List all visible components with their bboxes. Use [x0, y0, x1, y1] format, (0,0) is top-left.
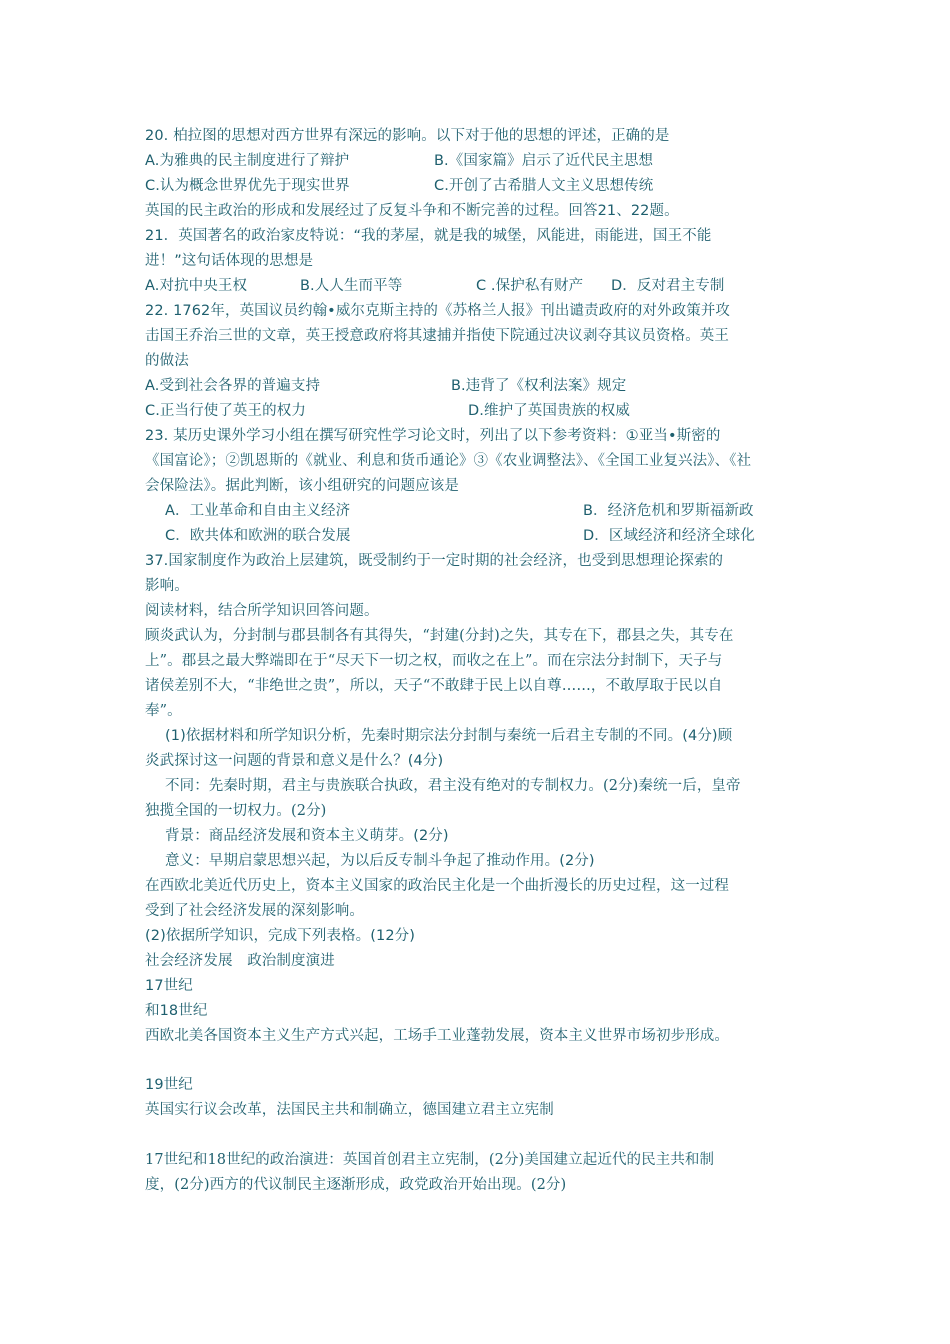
q37-table-row1-period-line-1: 17世纪 — [145, 978, 193, 994]
q22-stem-line-1: 22. 1762年，英国议员约翰•威尔克斯主持的《苏格兰人报》刊出谴责政府的对外政策并攻 — [145, 303, 731, 319]
q37-part1-answer-line-1: 不同：先秦时期，君主与贵族联合执政，君主没有绝对的专制权力。(2分)秦统一后，皇帝 — [165, 778, 741, 794]
q37-table-row1-economy: 西欧北美各国资本主义生产方式兴起，工场手工业蓬勃发展，资本主义世界市场初步形成。 — [145, 1028, 729, 1044]
q23-option-a: A．工业革命和自由主义经济 — [165, 503, 351, 519]
q23-option-c: C．欧共体和欧洲的联合发展 — [165, 528, 351, 544]
q21-option-d: D．反对君主专制 — [611, 278, 725, 294]
q20-option-b: B.《国家篇》启示了近代民主思想 — [434, 153, 654, 169]
q37-table-row2-period: 19世纪 — [145, 1077, 193, 1093]
q37-part1-question-line-2: 炎武探讨这一问题的背景和意义是什么？(4分) — [145, 753, 444, 769]
q20-option-c: C.认为概念世界优先于现实世界 — [145, 178, 350, 194]
q22-stem-line-3: 的做法 — [145, 353, 189, 369]
q22-option-d: D.维护了英国贵族的权威 — [468, 403, 630, 419]
q21-stem-line-1: 21．英国著名的政治家皮特说：“我的茅屋，就是我的城堡，风能进，雨能进，国王不能 — [145, 228, 712, 244]
q37-table-row1-period-line-2: 和18世纪 — [145, 1003, 208, 1019]
q37-part2-answer-line-1: 17世纪和18世纪的政治演进：英国首创君主立宪制，(2分)美国建立起近代的民主共和制 — [145, 1152, 715, 1168]
q37-part2-answer-line-2: 度，(2分)西方的代议制民主逐渐形成，政党政治开始出现。(2分) — [145, 1177, 567, 1193]
q23-option-d: D．区域经济和经济全球化 — [583, 528, 755, 544]
q37-part1-answer-line-2: 独揽全国的一切权力。(2分) — [145, 803, 327, 819]
q22-option-b: B.违背了《权利法案》规定 — [451, 378, 627, 394]
q20-option-a: A.为雅典的民主制度进行了辩护 — [145, 153, 350, 169]
q21-option-a: A.对抗中央王权 — [145, 278, 248, 294]
q22-stem-line-2: 击国王乔治三世的文章，英王授意政府将其逮捕并指使下院通过决议剥夺其议员资格。英王 — [145, 328, 729, 344]
q37-material-line-3: 诸侯差别不大，“非绝世之贵”，所以，天子“不敢肆于民上以自尊……，不敢厚取于民以自 — [145, 678, 723, 694]
q37-part1-question-line-1: (1)依据材料和所学知识分析，先秦时期宗法分封制与秦统一后君主专制的不同。(4分)顾 — [165, 728, 733, 744]
q37-stem-line-1: 37.国家制度作为政治上层建筑，既受制约于一定时期的社会经济，也受到思想理论探索的 — [145, 553, 724, 569]
q21-option-c: C .保护私有财产 — [476, 278, 584, 294]
q37-material-line-1: 顾炎武认为，分封制与郡县制各有其得失，“封建(分封)之失，其专在下，郡县之失，其专在 — [145, 628, 734, 644]
q21-stem-line-2: 进！”这句话体现的思想是 — [145, 253, 314, 269]
q37-part2-question: (2)依据所学知识，完成下列表格。(12分) — [145, 928, 416, 944]
q37-table-header: 社会经济发展 政治制度演进 — [145, 953, 335, 969]
q37-material-line-2: 上”。郡县之最大弊端即在于“尽天下一切之权，而收之在上”。而在宗法分封制下，天子与 — [145, 653, 723, 669]
q37-read-instruction: 阅读材料，结合所学知识回答问题。 — [145, 603, 379, 619]
q23-stem-line-3: 会保险法》。据此判断，该小组研究的问题应该是 — [145, 478, 459, 494]
q37-material-line-5: 在西欧北美近代历史上，资本主义国家的政治民主化是一个曲折漫长的历史过程，这一过程 — [145, 878, 729, 894]
q21-option-b: B.人人生而平等 — [300, 278, 403, 294]
q20-stem: 20. 柏拉图的思想对西方世界有深远的影响。以下对于他的思想的评述，正确的是 — [145, 128, 670, 144]
q37-part1-background: 背景：商品经济发展和资本主义萌芽。(2分) — [165, 828, 449, 844]
q37-part1-significance: 意义：早期启蒙思想兴起，为以后反专制斗争起了推动作用。(2分) — [165, 853, 595, 869]
q23-stem-line-1: 23. 某历史课外学习小组在撰写研究性学习论文时，列出了以下参考资料：①亚当•斯密的 — [145, 428, 721, 444]
intro-21-22: 英国的民主政治的形成和发展经过了反复斗争和不断完善的过程。回答21、22题。 — [145, 203, 679, 219]
q37-stem-line-2: 影响。 — [145, 578, 189, 594]
q23-stem-line-2: 《国富论》；②凯恩斯的《就业、利息和货币通论》③《农业调整法》、《全国工业复兴法》、《社 — [145, 453, 752, 469]
q22-option-c: C.正当行使了英王的权力 — [145, 403, 306, 419]
q37-table-row2-politics: 英国实行议会改革，法国民主共和制确立，德国建立君主立宪制 — [145, 1102, 554, 1118]
q23-option-b: B．经济危机和罗斯福新政 — [583, 503, 754, 519]
q37-material-line-6: 受到了社会经济发展的深刻影响。 — [145, 903, 364, 919]
q37-material-line-4: 奉”。 — [145, 703, 182, 719]
q22-option-a: A.受到社会各界的普遍支持 — [145, 378, 321, 394]
q20-option-d: C.开创了古希腊人文主义思想传统 — [434, 178, 654, 194]
